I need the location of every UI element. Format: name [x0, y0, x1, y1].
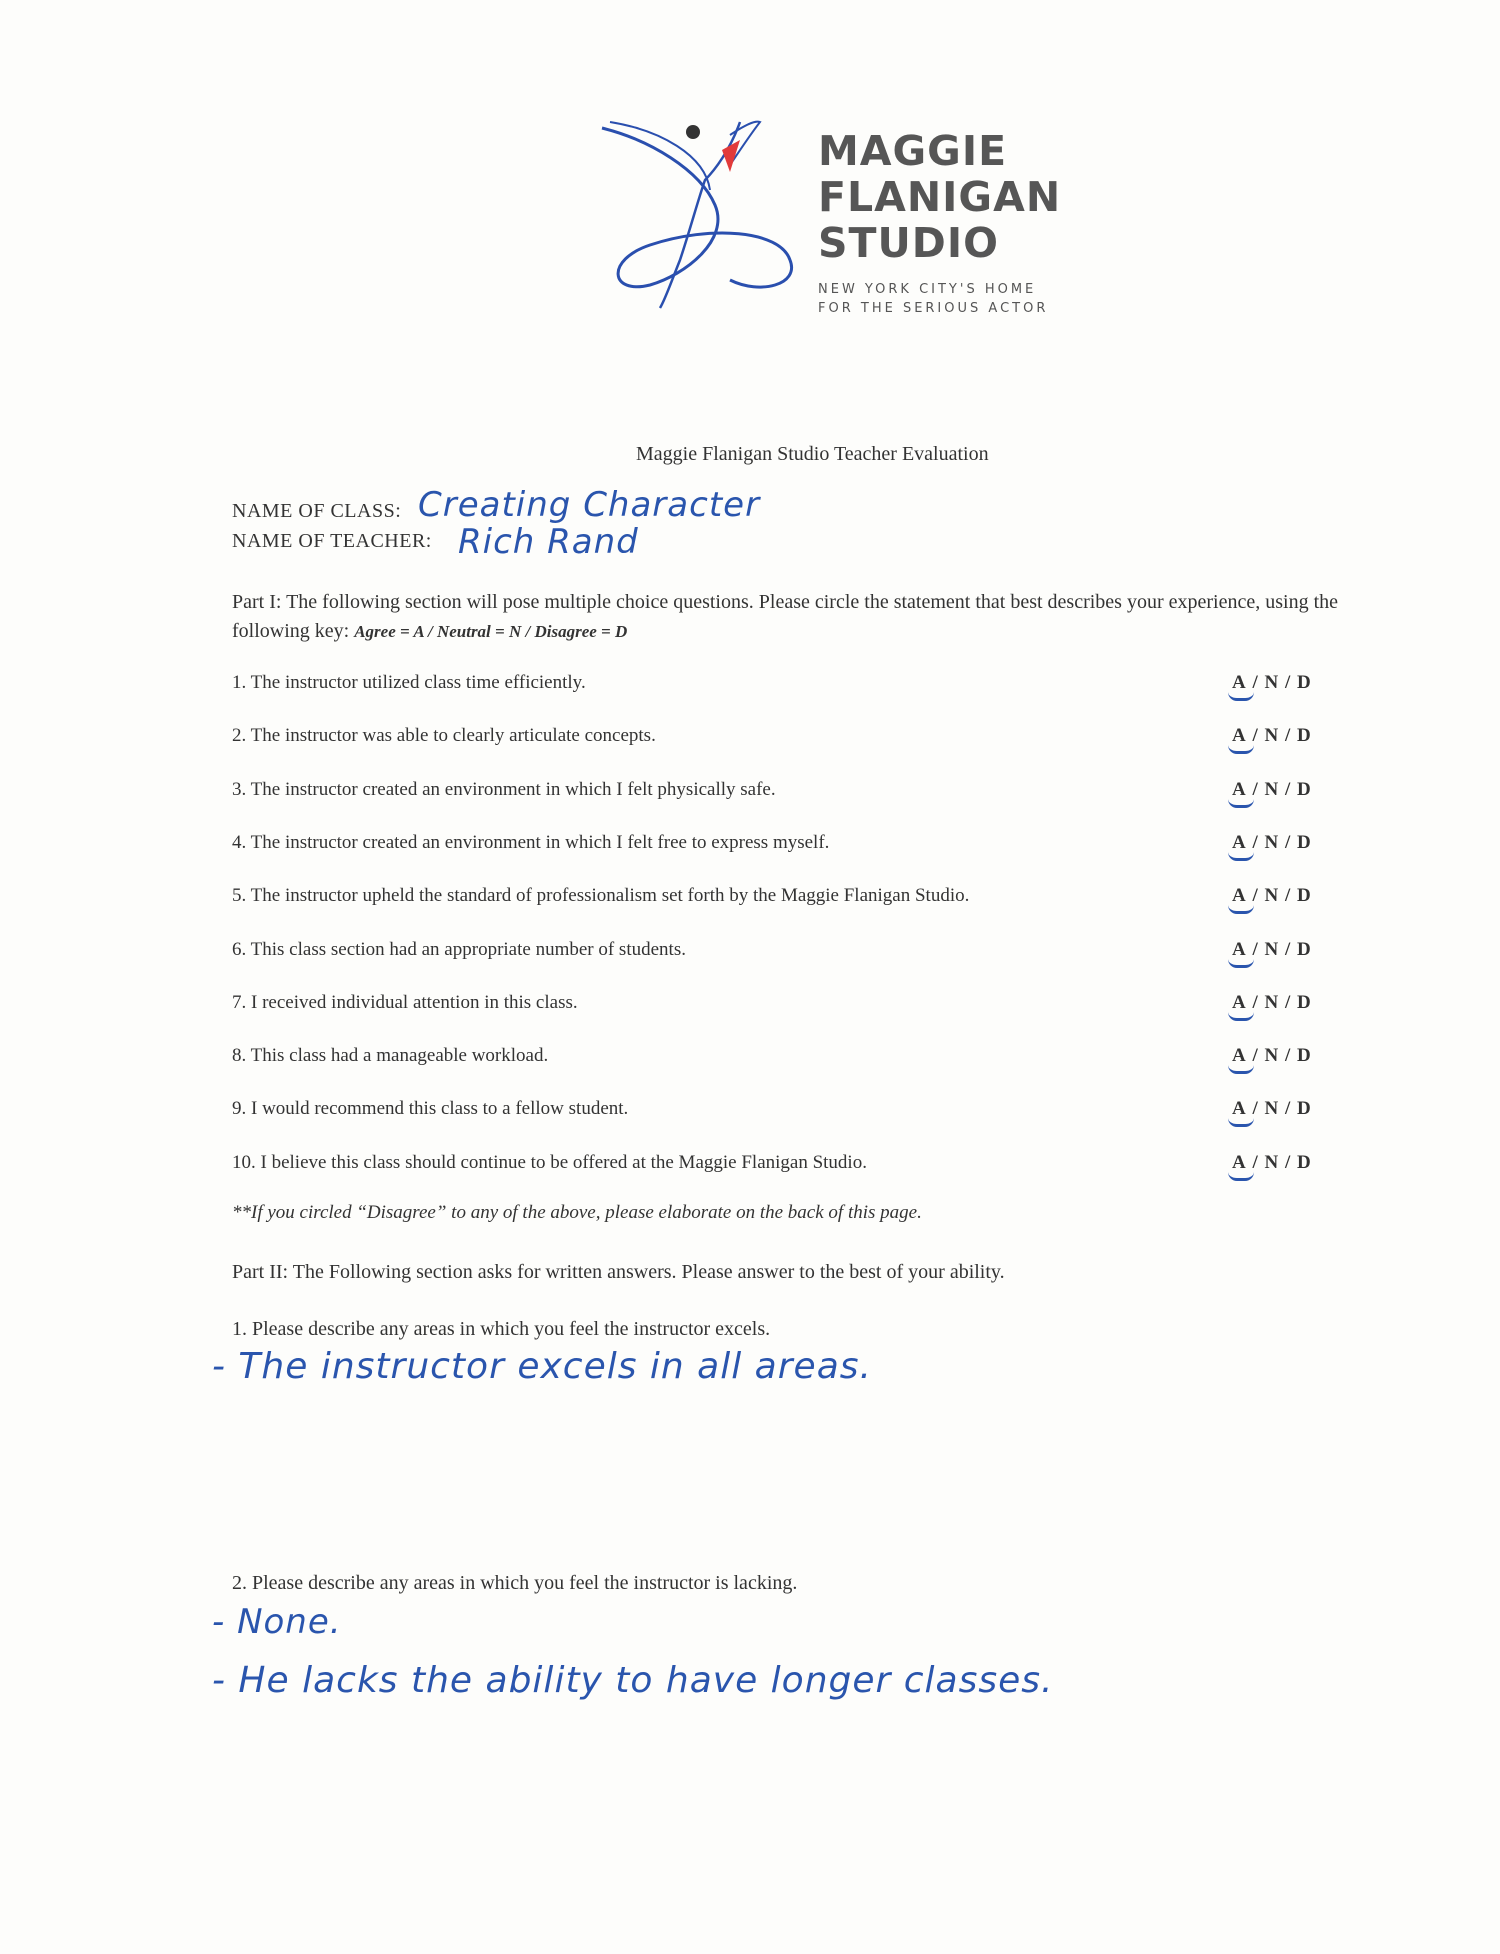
question-text: 4. The instructor created an environment in which I felt free to express myself. — [232, 832, 830, 853]
pen-mark-icon — [1228, 1012, 1254, 1021]
selected-answer[interactable]: A — [1232, 779, 1247, 800]
answer-2-line-1[interactable]: - None. — [212, 1602, 342, 1642]
studio-logo-icon — [590, 110, 830, 310]
answer-choice[interactable] — [1232, 672, 1312, 694]
brand-line: FLANIGAN — [818, 173, 1062, 221]
answer-2-line-2[interactable]: - He lacks the ability to have longer classes. — [212, 1660, 1054, 1701]
answer-choice[interactable] — [1232, 939, 1312, 961]
question-text: 9. I would recommend this class to a fellow student. — [232, 1098, 629, 1119]
teacher-label: NAME OF TEACHER: — [232, 530, 432, 552]
other-choices[interactable]: / N / D — [1246, 832, 1312, 853]
answer-choice[interactable] — [1232, 1098, 1312, 1120]
brand-wordmark — [818, 128, 1061, 318]
selected-answer[interactable]: A — [1232, 832, 1247, 853]
selected-answer[interactable]: A — [1232, 725, 1247, 746]
pen-mark-icon — [1228, 1065, 1254, 1074]
brand-line: MAGGIE — [818, 127, 1008, 175]
question-text: 5. The instructor upheld the standard of professionalism set forth by the Maggie Flanigan Studio. — [232, 885, 970, 906]
question-text: 7. I received individual attention in this class. — [232, 992, 578, 1013]
question-text: 8. This class had a manageable workload. — [232, 1045, 549, 1066]
selected-answer[interactable]: A — [1232, 1098, 1247, 1119]
selected-answer[interactable]: A — [1232, 1045, 1247, 1066]
tagline: FOR THE SERIOUS ACTOR — [818, 301, 1049, 316]
selected-answer[interactable]: A — [1232, 1152, 1247, 1173]
pen-mark-icon — [1228, 1118, 1254, 1127]
class-value[interactable]: Creating Character — [418, 485, 761, 525]
part1-intro-text: Part I: The following section will pose multiple choice questions. Please circle the statement that best describes your experience, using the following key: — [232, 591, 1338, 642]
pen-mark-icon — [1228, 745, 1254, 754]
pen-mark-icon — [1228, 799, 1254, 808]
other-choices[interactable]: / N / D — [1246, 672, 1312, 693]
part1-intro — [232, 588, 1392, 646]
pen-mark-icon — [1228, 852, 1254, 861]
question-text: 1. The instructor utilized class time efficiently. — [232, 672, 586, 693]
other-choices[interactable]: / N / D — [1246, 992, 1312, 1013]
other-choices[interactable]: / N / D — [1246, 885, 1312, 906]
question-text: 3. The instructor created an environment in which I felt physically safe. — [232, 779, 776, 800]
teacher-value[interactable]: Rich Rand — [458, 522, 639, 562]
disagree-note: **If you circled “Disagree” to any of the above, please elaborate on the back of this page. — [232, 1202, 922, 1223]
answer-choice[interactable] — [1232, 1045, 1312, 1067]
selected-answer[interactable]: A — [1232, 885, 1247, 906]
answer-key: Agree = A / Neutral = N / Disagree = D — [354, 622, 628, 641]
selected-answer[interactable]: A — [1232, 672, 1247, 693]
answer-choice[interactable] — [1232, 1152, 1312, 1174]
answer-choice[interactable] — [1232, 779, 1312, 801]
answer-1[interactable]: - The instructor excels in all areas. — [212, 1346, 872, 1387]
brand-line: STUDIO — [818, 219, 999, 267]
part2-intro: Part II: The Following section asks for written answers. Please answer to the best of your ability. — [232, 1261, 1005, 1283]
other-choices[interactable]: / N / D — [1246, 779, 1312, 800]
other-choices[interactable]: / N / D — [1246, 1098, 1312, 1119]
answer-choice[interactable] — [1232, 992, 1312, 1014]
part2-question-2: 2. Please describe any areas in which you feel the instructor is lacking. — [232, 1572, 798, 1594]
form-title: Maggie Flanigan Studio Teacher Evaluation — [636, 443, 989, 465]
selected-answer[interactable]: A — [1232, 992, 1247, 1013]
answer-choice[interactable] — [1232, 725, 1312, 747]
answer-choice[interactable] — [1232, 832, 1312, 854]
question-text: 2. The instructor was able to clearly articulate concepts. — [232, 725, 656, 746]
question-text: 10. I believe this class should continue to be offered at the Maggie Flanigan Studio. — [232, 1152, 867, 1173]
class-label: NAME OF CLASS: — [232, 500, 402, 522]
pen-mark-icon — [1228, 1172, 1254, 1181]
other-choices[interactable]: / N / D — [1246, 939, 1312, 960]
question-text: 6. This class section had an appropriate number of students. — [232, 939, 686, 960]
selected-answer[interactable]: A — [1232, 939, 1247, 960]
pen-mark-icon — [1228, 959, 1254, 968]
other-choices[interactable]: / N / D — [1246, 725, 1312, 746]
other-choices[interactable]: / N / D — [1246, 1152, 1312, 1173]
other-choices[interactable]: / N / D — [1246, 1045, 1312, 1066]
pen-mark-icon — [1228, 905, 1254, 914]
tagline: NEW YORK CITY'S HOME — [818, 282, 1037, 297]
answer-choice[interactable] — [1232, 885, 1312, 907]
part2-question-1: 1. Please describe any areas in which you feel the instructor excels. — [232, 1318, 771, 1340]
pen-mark-icon — [1228, 692, 1254, 701]
